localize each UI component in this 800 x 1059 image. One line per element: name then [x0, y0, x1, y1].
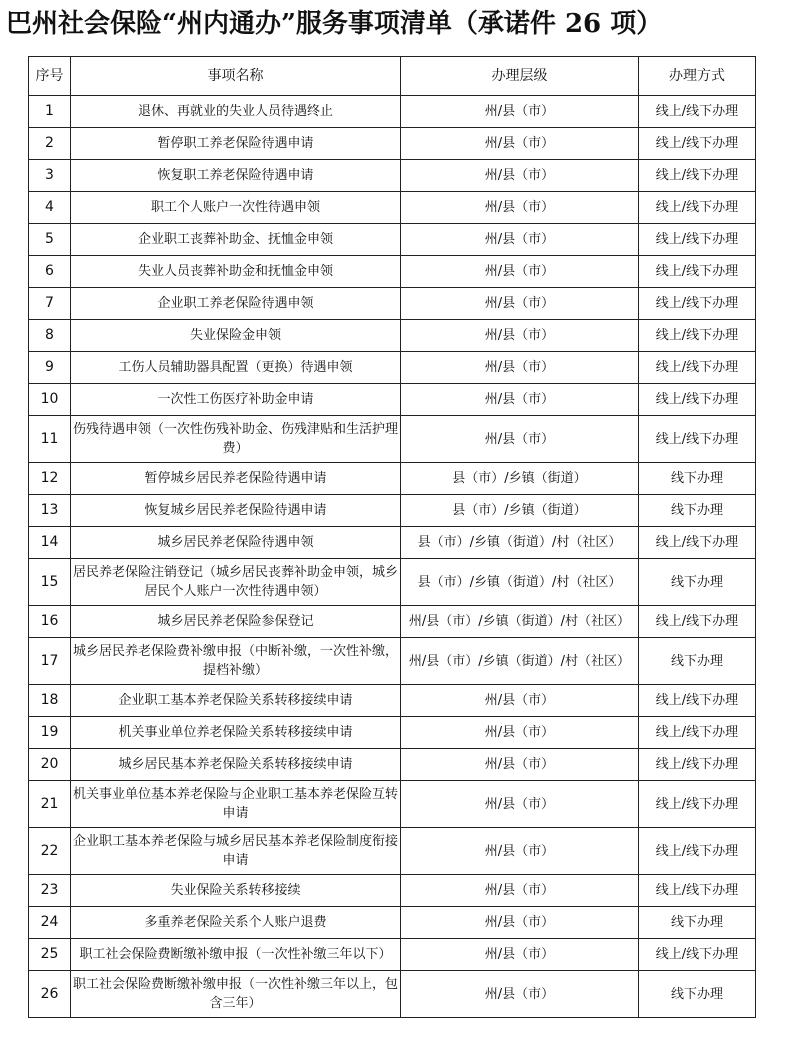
cell-handling-level: 州/县（市）	[401, 288, 639, 320]
cell-item-name: 职工社会保险费断缴补缴申报（一次性补缴三年以上，包含三年）	[71, 971, 401, 1018]
cell-serial-number: 7	[29, 288, 71, 320]
cell-handling-method: 线上/线下办理	[639, 320, 756, 352]
cell-handling-method: 线上/线下办理	[639, 781, 756, 828]
cell-handling-level: 州/县（市）	[401, 192, 639, 224]
cell-serial-number: 24	[29, 907, 71, 939]
cell-item-name: 伤残待遇申领（一次性伤残补助金、伤残津贴和生活护理费）	[71, 416, 401, 463]
cell-serial-number: 18	[29, 685, 71, 717]
cell-serial-number: 20	[29, 749, 71, 781]
table-row	[29, 495, 756, 527]
cell-serial-number: 13	[29, 495, 71, 527]
cell-handling-level: 县（市）/乡镇（街道）	[401, 463, 639, 495]
cell-item-name: 失业保险金申领	[71, 320, 401, 352]
cell-handling-level: 州/县（市）	[401, 416, 639, 463]
cell-handling-level: 县（市）/乡镇（街道）	[401, 495, 639, 527]
cell-item-name: 多重养老保险关系个人账户退费	[71, 907, 401, 939]
cell-serial-number: 9	[29, 352, 71, 384]
cell-serial-number: 12	[29, 463, 71, 495]
cell-item-name: 城乡居民基本养老保险关系转移接续申请	[71, 749, 401, 781]
cell-handling-method: 线上/线下办理	[639, 256, 756, 288]
cell-handling-method: 线下办理	[639, 463, 756, 495]
cell-item-name: 恢复城乡居民养老保险待遇申请	[71, 495, 401, 527]
table-row	[29, 463, 756, 495]
cell-item-name: 居民养老保险注销登记（城乡居民丧葬补助金申领，城乡居民个人账户一次性待遇申领）	[71, 559, 401, 606]
cell-handling-level: 州/县（市）/乡镇（街道）/村（社区）	[401, 606, 639, 638]
service-items-table	[28, 56, 756, 1018]
cell-handling-method: 线上/线下办理	[639, 288, 756, 320]
cell-item-name: 企业职工丧葬补助金、抚恤金申领	[71, 224, 401, 256]
cell-serial-number: 2	[29, 128, 71, 160]
table-row	[29, 352, 756, 384]
cell-handling-method: 线上/线下办理	[639, 416, 756, 463]
cell-serial-number: 25	[29, 939, 71, 971]
table-row	[29, 128, 756, 160]
cell-handling-level: 州/县（市）	[401, 96, 639, 128]
cell-serial-number: 21	[29, 781, 71, 828]
cell-handling-method: 线下办理	[639, 638, 756, 685]
header-handling-level: 办理层级	[401, 57, 639, 96]
table-row	[29, 288, 756, 320]
cell-item-name: 城乡居民养老保险参保登记	[71, 606, 401, 638]
table-row	[29, 907, 756, 939]
table-row	[29, 559, 756, 606]
cell-item-name: 恢复职工养老保险待遇申请	[71, 160, 401, 192]
cell-item-name: 企业职工基本养老保险关系转移接续申请	[71, 685, 401, 717]
cell-handling-method: 线上/线下办理	[639, 939, 756, 971]
cell-item-name: 机关事业单位基本养老保险与企业职工基本养老保险互转申请	[71, 781, 401, 828]
cell-item-name: 暂停城乡居民养老保险待遇申请	[71, 463, 401, 495]
cell-handling-level: 州/县（市）	[401, 971, 639, 1018]
cell-handling-method: 线上/线下办理	[639, 384, 756, 416]
cell-serial-number: 22	[29, 828, 71, 875]
cell-handling-method: 线上/线下办理	[639, 828, 756, 875]
cell-item-name: 一次性工伤医疗补助金申请	[71, 384, 401, 416]
cell-handling-method: 线上/线下办理	[639, 717, 756, 749]
cell-item-name: 暂停职工养老保险待遇申请	[71, 128, 401, 160]
cell-serial-number: 11	[29, 416, 71, 463]
cell-serial-number: 14	[29, 527, 71, 559]
cell-item-name: 失业保险关系转移接续	[71, 875, 401, 907]
cell-handling-method: 线下办理	[639, 971, 756, 1018]
table-row	[29, 875, 756, 907]
cell-handling-level: 州/县（市）	[401, 320, 639, 352]
table-row	[29, 828, 756, 875]
cell-serial-number: 17	[29, 638, 71, 685]
cell-handling-level: 州/县（市）	[401, 685, 639, 717]
table-row	[29, 717, 756, 749]
table-body	[29, 96, 756, 1018]
cell-handling-level: 州/县（市）	[401, 749, 639, 781]
cell-handling-level: 州/县（市）/乡镇（街道）/村（社区）	[401, 638, 639, 685]
cell-handling-method: 线上/线下办理	[639, 527, 756, 559]
table-row	[29, 685, 756, 717]
cell-serial-number: 15	[29, 559, 71, 606]
cell-serial-number: 6	[29, 256, 71, 288]
cell-handling-level: 州/县（市）	[401, 160, 639, 192]
table-row	[29, 320, 756, 352]
cell-serial-number: 8	[29, 320, 71, 352]
cell-handling-method: 线下办理	[639, 559, 756, 606]
cell-handling-method: 线下办理	[639, 907, 756, 939]
cell-handling-level: 州/县（市）	[401, 717, 639, 749]
cell-serial-number: 19	[29, 717, 71, 749]
header-item-name: 事项名称	[71, 57, 401, 96]
cell-serial-number: 26	[29, 971, 71, 1018]
page-title: 巴州社会保险“州内通办”服务事项清单（承诺件 26 项）	[6, 9, 663, 39]
cell-item-name: 职工社会保险费断缴补缴申报（一次性补缴三年以下）	[71, 939, 401, 971]
cell-handling-level: 州/县（市）	[401, 828, 639, 875]
table-row	[29, 192, 756, 224]
table-row	[29, 416, 756, 463]
cell-handling-method: 线上/线下办理	[639, 96, 756, 128]
cell-handling-method: 线下办理	[639, 495, 756, 527]
cell-handling-level: 州/县（市）	[401, 224, 639, 256]
table-header-row	[29, 57, 756, 96]
cell-handling-level: 县（市）/乡镇（街道）/村（社区）	[401, 559, 639, 606]
table-row	[29, 971, 756, 1018]
table-row	[29, 160, 756, 192]
cell-item-name: 城乡居民养老保险待遇申领	[71, 527, 401, 559]
cell-item-name: 企业职工基本养老保险与城乡居民基本养老保险制度衔接申请	[71, 828, 401, 875]
cell-serial-number: 3	[29, 160, 71, 192]
cell-item-name: 工伤人员辅助器具配置（更换）待遇申领	[71, 352, 401, 384]
header-handling-method: 办理方式	[639, 57, 756, 96]
table-row	[29, 749, 756, 781]
cell-handling-level: 州/县（市）	[401, 128, 639, 160]
table-row	[29, 256, 756, 288]
cell-handling-method: 线上/线下办理	[639, 224, 756, 256]
cell-serial-number: 10	[29, 384, 71, 416]
cell-handling-method: 线上/线下办理	[639, 128, 756, 160]
cell-handling-method: 线上/线下办理	[639, 749, 756, 781]
cell-serial-number: 1	[29, 96, 71, 128]
cell-handling-level: 州/县（市）	[401, 256, 639, 288]
table-row	[29, 939, 756, 971]
cell-handling-method: 线上/线下办理	[639, 192, 756, 224]
table-row	[29, 384, 756, 416]
cell-handling-method: 线上/线下办理	[639, 606, 756, 638]
cell-item-name: 失业人员丧葬补助金和抚恤金申领	[71, 256, 401, 288]
cell-item-name: 机关事业单位养老保险关系转移接续申请	[71, 717, 401, 749]
cell-handling-level: 县（市）/乡镇（街道）/村（社区）	[401, 527, 639, 559]
cell-handling-level: 州/县（市）	[401, 939, 639, 971]
table-row	[29, 638, 756, 685]
table-row	[29, 224, 756, 256]
cell-handling-method: 线上/线下办理	[639, 685, 756, 717]
cell-item-name: 企业职工养老保险待遇申领	[71, 288, 401, 320]
cell-handling-level: 州/县（市）	[401, 384, 639, 416]
cell-serial-number: 23	[29, 875, 71, 907]
cell-handling-level: 州/县（市）	[401, 875, 639, 907]
table-row	[29, 606, 756, 638]
cell-serial-number: 4	[29, 192, 71, 224]
cell-handling-method: 线上/线下办理	[639, 160, 756, 192]
header-serial-number: 序号	[29, 57, 71, 96]
cell-handling-method: 线上/线下办理	[639, 352, 756, 384]
table-row	[29, 527, 756, 559]
cell-item-name: 退休、再就业的失业人员待遇终止	[71, 96, 401, 128]
cell-serial-number: 16	[29, 606, 71, 638]
cell-item-name: 城乡居民养老保险费补缴申报（中断补缴，一次性补缴，提档补缴）	[71, 638, 401, 685]
cell-handling-level: 州/县（市）	[401, 907, 639, 939]
cell-handling-level: 州/县（市）	[401, 781, 639, 828]
cell-handling-level: 州/县（市）	[401, 352, 639, 384]
cell-item-name: 职工个人账户一次性待遇申领	[71, 192, 401, 224]
cell-serial-number: 5	[29, 224, 71, 256]
cell-handling-method: 线上/线下办理	[639, 875, 756, 907]
table-row	[29, 781, 756, 828]
table-row	[29, 96, 756, 128]
